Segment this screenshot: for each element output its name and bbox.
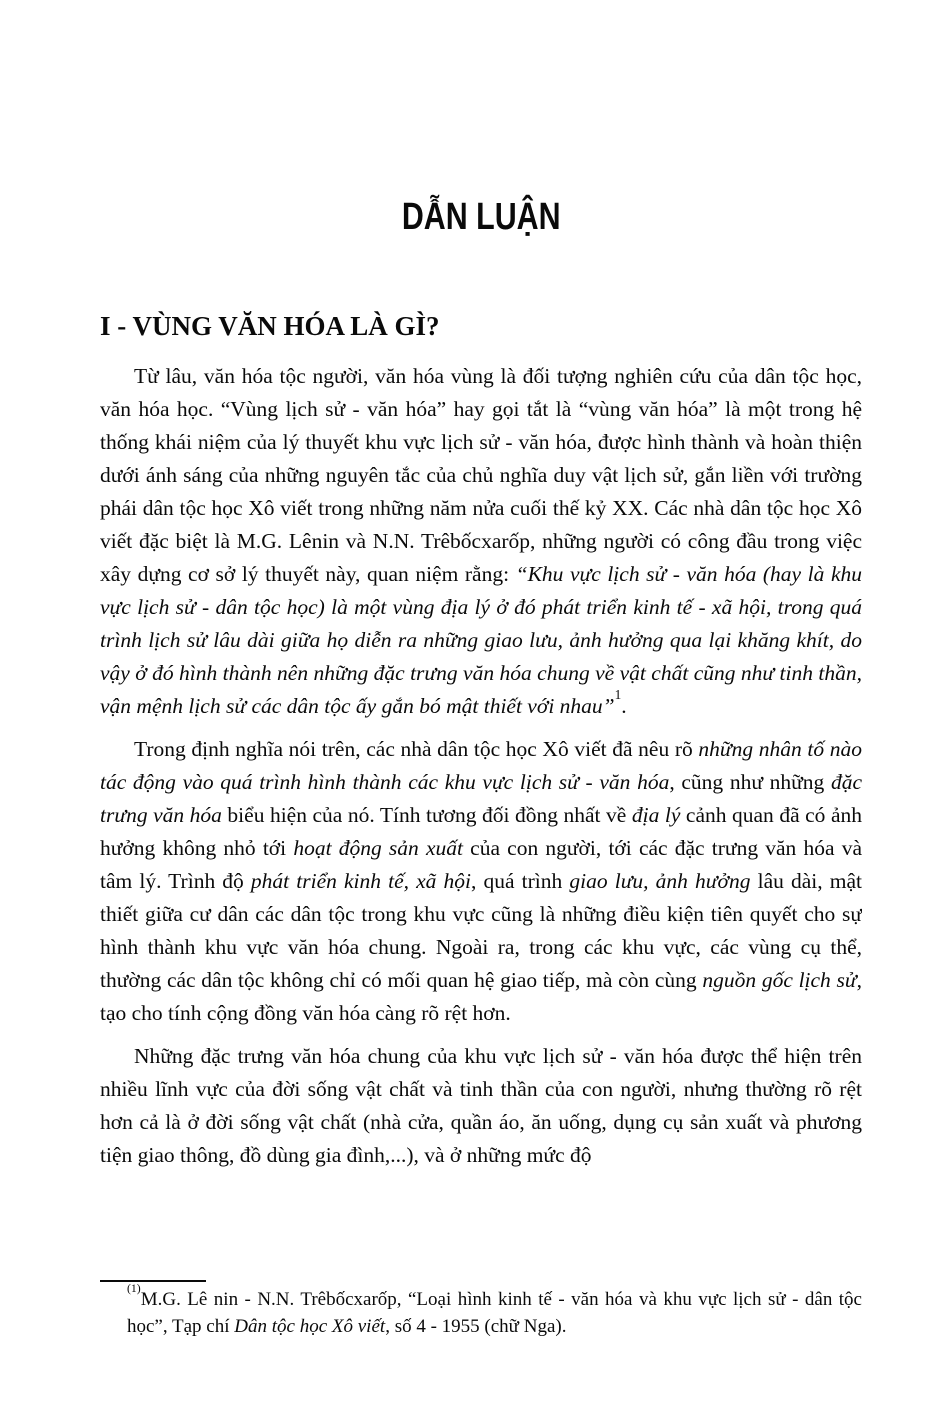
footnote-text: [100, 1282, 862, 1340]
page-title-text: DẪN LUẬN: [401, 196, 561, 238]
paragraph-3: Những đặc trưng văn hóa chung của khu vực lịch sử - văn hóa được thể hiện trên nhiều lĩnh vực của đời sống vật chất và tinh thần của con người, nhưng thường rõ rệt hơn cả là ở đời sống vật chất (nhà cửa, quần áo, ăn uống, dụng cụ sản xuất và phương tiện giao thông, đồ dùng gia đình,...), và ở những mức độ: [100, 1044, 862, 1167]
body-text: [100, 360, 862, 1276]
footnote: [100, 1280, 862, 1340]
page-title: [100, 196, 862, 239]
footnote-marker: (1): [127, 1282, 141, 1296]
paragraph-1: Từ lâu, văn hóa tộc người, văn hóa vùng là đối tượng nghiên cứu của dân tộc học, văn hóa học. “Vùng lịch sử - văn hóa” hay gọi tắt là “vùng văn hóa” là một trong hệ thống khái niệm của lý thuyết khu vực lịch sử - văn hóa, được hình thành và hoàn thiện dưới ánh sáng của những nguyên tắc của chủ nghĩa duy vật lịch sử, gắn liền với trường phái dân tộc học Xô viết trong những năm nửa cuối thế kỷ XX. Các nhà dân tộc học Xô viết đặc biệt là M.G. Lênin và N.N. Trêbốcxarốp, những người có công đầu trong việc xây dựng cơ sở lý thuyết này, quan niệm rằng: “Khu vực lịch sử - văn hóa (hay là khu vực lịch sử - dân tộc học) là một vùng địa lý ở đó phát triển kinh tế - xã hội, trong quá trình lịch sử lâu dài giữa họ diễn ra những giao lưu, ảnh hưởng qua lại khăng khít, do vậy ở đó hình thành nên những đặc trưng văn hóa chung về vật chất cũng như tinh thần, vận mệnh lịch sử các dân tộc ấy gắn bó mật thiết với nhau”$^1$.: [100, 364, 862, 718]
paragraph-2: Trong định nghĩa nói trên, các nhà dân tộc học Xô viết đã nêu rõ những nhân tố nào tác động vào quá trình hình thành các khu vực lịch sử - văn hóa, cũng như những đặc trưng văn hóa biểu hiện của nó. Tính tương đối đồng nhất về địa lý cảnh quan đã có ảnh hưởng không nhỏ tới hoạt động sản xuất của con người, tới các đặc trưng văn hóa và tâm lý. Trình độ phát triển kinh tế, xã hội, quá trình giao lưu, ảnh hưởng lâu dài, mật thiết giữa cư dân các dân tộc trong khu vực cũng là những điều kiện tiên quyết cho sự hình thành khu vực văn hóa chung. Ngoài ra, trong các khu vực, các vùng cụ thể, thường các dân tộc không chỉ có mối quan hệ giao tiếp, mà còn cùng nguồn gốc lịch sử, tạo cho tính cộng đồng văn hóa càng rõ rệt hơn.: [100, 737, 862, 1025]
section-heading: I - VÙNG VĂN HÓA LÀ GÌ?: [100, 311, 440, 341]
footnote-rule: [100, 1280, 206, 1282]
footnote-body: M.G. Lê nin - N.N. Trêbốcxarốp, “Loại hình kinh tế - văn hóa và khu vực lịch sử - dân tộc học”, Tạp chí Dân tộc học Xô viết, số 4 - 1955 (chữ Nga).: [127, 1289, 862, 1337]
